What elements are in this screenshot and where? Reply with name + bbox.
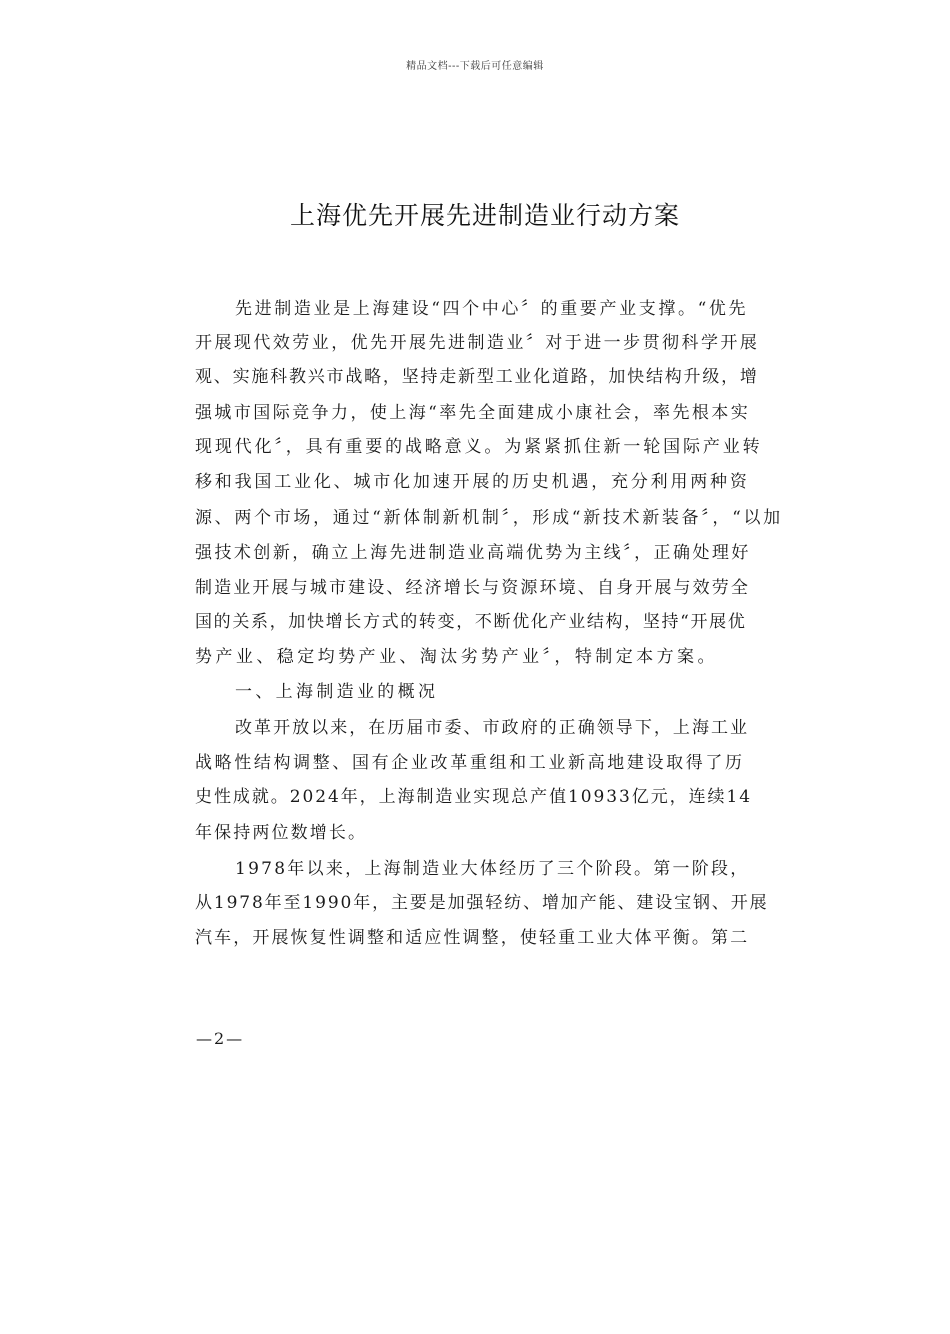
text-line: 强城市国际竞争力，使上海“率先全面建成小康社会，率先根本实 (195, 403, 751, 423)
text-line: 战略性结构调整、国有企业改革重组和工业新高地建设取得了历 (195, 753, 745, 773)
text-line: 现现代化〞，具有重要的战略意义。为紧紧抓住新一轮国际产业转 (195, 437, 763, 457)
document-title: 上海优先开展先进制造业行动方案 (289, 201, 680, 230)
text-line: 势产业、稳定均势产业、淘汰劣势产业〞，特制定本方案。 (195, 647, 718, 667)
text-line: 史性成就。2024年，上海制造业实现总产值10933亿元，连续14 (195, 787, 752, 807)
text-line: 年保持两位数增长。 (195, 823, 368, 843)
text-line: 汽车，开展恢复性调整和适应性调整，使轻重工业大体平衡。第二 (195, 928, 750, 948)
text-line: 源、两个市场，通过“新体制新机制〞，形成“新技术新装备〞，“以加 (195, 508, 783, 528)
text-line: 改革开放以来，在历届市委、市政府的正确领导下，上海工业 (235, 718, 750, 738)
text-line: 强技术创新，确立上海先进制造业高端优势为主线〞，正确处理好 (195, 543, 751, 563)
text-line: 国的关系，加快增长方式的转变，不断优化产业结构，坚持“开展优 (195, 612, 747, 632)
page-number: —2— (196, 1029, 245, 1048)
header-note: 精品文档---下载后可任意编辑 (406, 61, 544, 72)
text-line: 先进制造业是上海建设“四个中心〞的重要产业支撑。“优先 (235, 299, 749, 319)
section-heading: 一、上海制造业的概况 (235, 682, 439, 702)
text-line: 观、实施科教兴市战略，坚持走新型工业化道路，加快结构升级，增 (195, 367, 759, 387)
text-line: 移和我国工业化、城市化加速开展的历史机遇，充分利用两种资 (195, 472, 750, 492)
text-line: 1978年以来，上海制造业大体经历了三个阶段。第一阶段， (235, 859, 750, 879)
text-line: 制造业开展与城市建设、经济增长与资源环境、自身开展与效劳全 (195, 578, 751, 598)
text-line: 开展现代效劳业，优先开展先进制造业〞对于进一步贯彻科学开展 (195, 333, 760, 353)
text-line: 从1978年至1990年，主要是加强轻纺、增加产能、建设宝钢、开展 (195, 893, 769, 913)
